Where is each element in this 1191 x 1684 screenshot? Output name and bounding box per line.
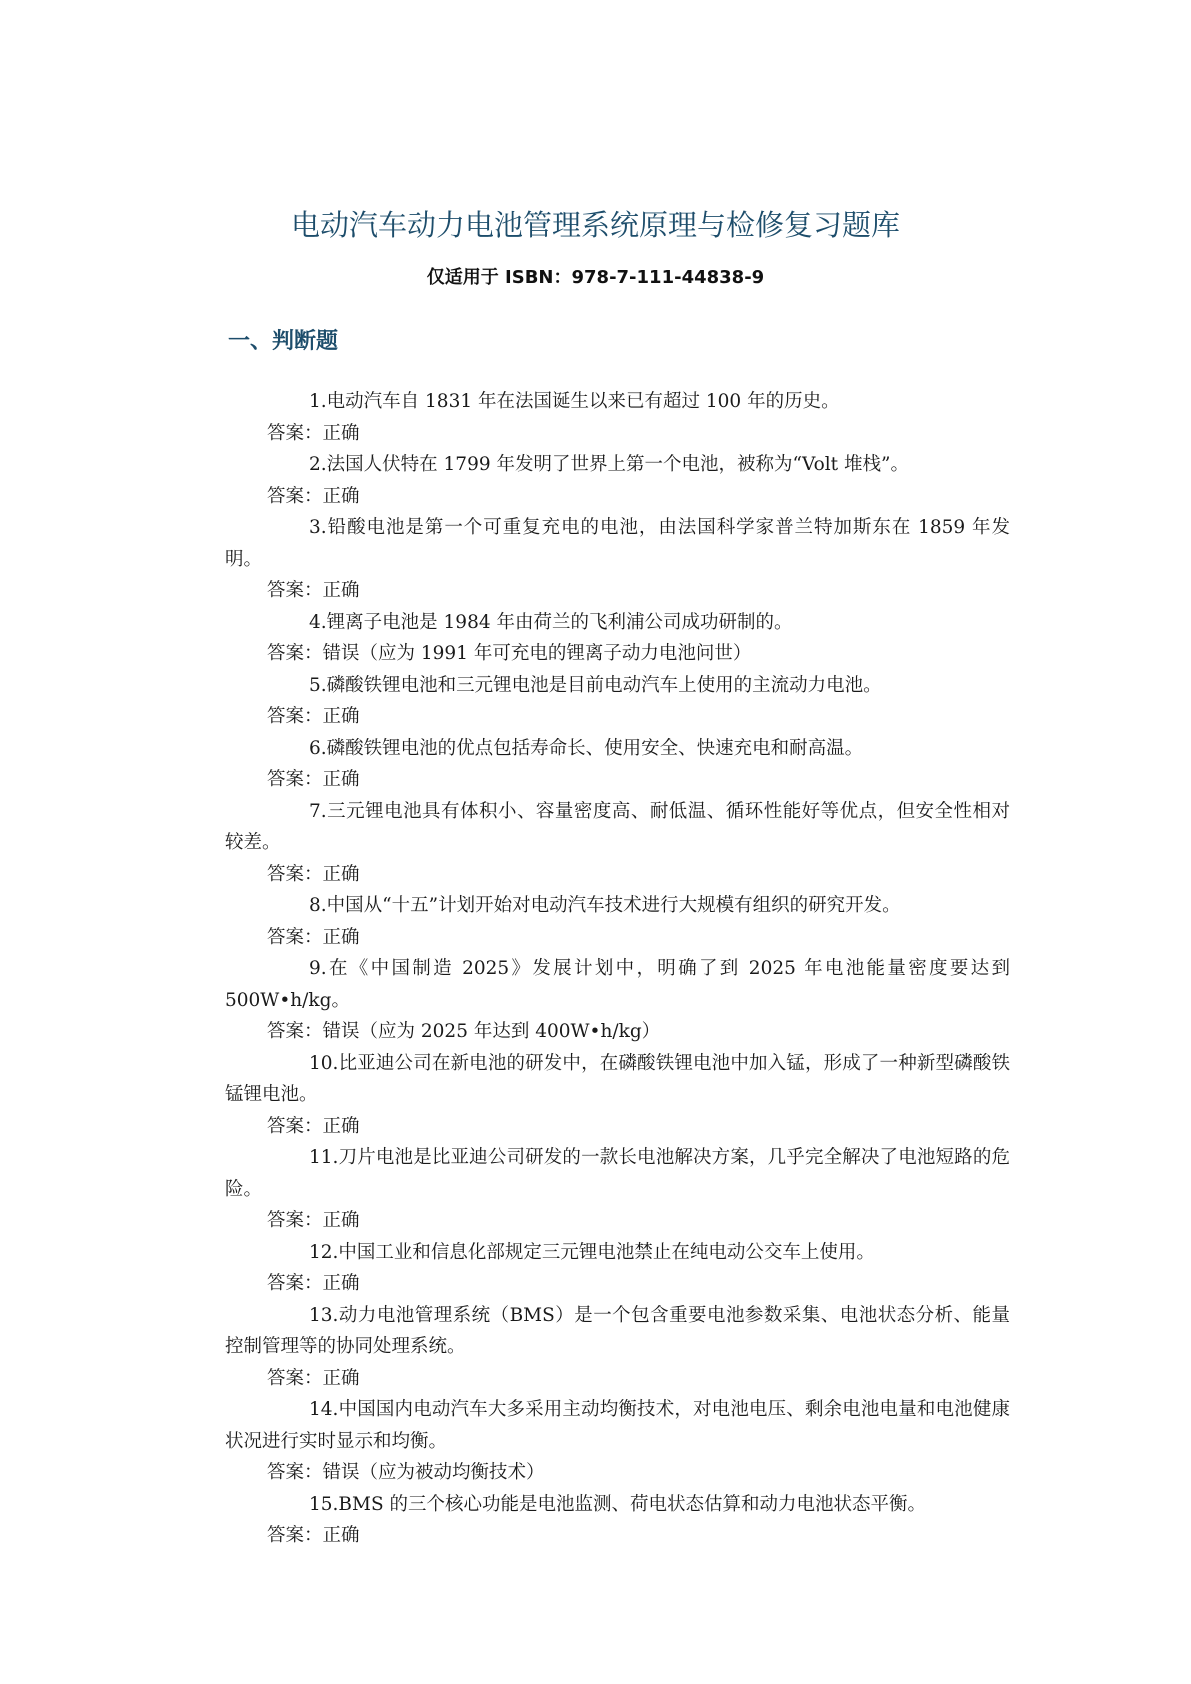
question-item bbox=[225, 607, 1010, 670]
question-text bbox=[225, 1394, 1010, 1457]
question-number: 3. bbox=[309, 517, 327, 538]
question-body: 中国工业和信息化部规定三元锂电池禁止在纯电动公交车上使用。 bbox=[338, 1241, 875, 1263]
answer-text: 答案：正确 bbox=[267, 1525, 360, 1546]
question-number: 6. bbox=[309, 737, 327, 759]
question-text bbox=[225, 670, 1010, 702]
question-body: 三元锂电池具有体积小、容量密度高、耐低温、循环性能好等优点，但安全性相对较差。 bbox=[225, 800, 1010, 853]
question-item bbox=[225, 796, 1010, 891]
question-body: 磷酸铁锂电池和三元锂电池是目前电动汽车上使用的主流动力电池。 bbox=[326, 674, 882, 696]
answer-text: 答案：正确 bbox=[267, 1367, 360, 1389]
question-number: 1. bbox=[309, 391, 327, 412]
answer-text: 答案：正确 bbox=[267, 863, 360, 885]
answer-text: 答案：正确 bbox=[267, 1273, 360, 1294]
question-item bbox=[225, 733, 1010, 796]
question-text bbox=[225, 1300, 1010, 1363]
question-body: 铅酸电池是第一个可重复充电的电池，由法国科学家普兰特加斯东在 1859 年发明。 bbox=[225, 517, 1010, 570]
question-text bbox=[225, 890, 1010, 922]
answer-text: 答案：错误（应为 2025 年达到 400W•h/kg） bbox=[267, 1021, 661, 1042]
question-number: 4. bbox=[309, 611, 327, 633]
question-item bbox=[225, 1489, 1010, 1552]
question-item bbox=[225, 1048, 1010, 1143]
question-item bbox=[225, 512, 1010, 607]
section-heading-true-false: 一、判断题 bbox=[228, 329, 339, 354]
question-text bbox=[225, 733, 1010, 765]
question-text bbox=[225, 796, 1010, 859]
question-item bbox=[225, 1237, 1010, 1300]
answer-text: 答案：正确 bbox=[267, 580, 360, 601]
question-text bbox=[225, 953, 1010, 1016]
answer-text: 答案：正确 bbox=[267, 706, 360, 727]
question-text bbox=[225, 1142, 1010, 1205]
question-body: 磷酸铁锂电池的优点包括寿命长、使用安全、快速充电和耐高温。 bbox=[326, 737, 864, 759]
question-text bbox=[225, 1048, 1010, 1111]
question-text bbox=[225, 607, 1010, 639]
question-item bbox=[225, 670, 1010, 733]
question-item bbox=[225, 1142, 1010, 1237]
question-number: 5. bbox=[309, 674, 327, 696]
question-number: 7. bbox=[309, 800, 327, 822]
question-body: BMS 的三个核心功能是电池监测、荷电状态估算和动力电池状态平衡。 bbox=[338, 1493, 927, 1515]
question-body: 在《中国制造 2025》发展计划中，明确了到 2025 年电池能量密度要达到 500W•h/kg。 bbox=[225, 958, 1010, 1011]
answer-text: 答案：正确 bbox=[267, 1115, 360, 1137]
question-body: 中国从“十五”计划开始对电动汽车技术进行大规模有组织的研究开发。 bbox=[326, 895, 901, 916]
question-body: 法国人伏特在 1799 年发明了世界上第一个电池，被称为“Volt 堆栈”。 bbox=[326, 454, 909, 475]
question-body: 刀片电池是比亚迪公司研发的一款长电池解决方案，几乎完全解决了电池短路的危险。 bbox=[225, 1147, 1010, 1200]
answer-text: 答案：正确 bbox=[267, 926, 360, 948]
answer-text: 答案：错误（应为 1991 年可充电的锂离子动力电池问世） bbox=[267, 643, 752, 664]
question-body: 中国国内电动汽车大多采用主动均衡技术，对电池电压、剩余电池电量和电池健康状况进行实时显示和均衡。 bbox=[225, 1399, 1010, 1452]
answer-text: 答案：正确 bbox=[267, 1210, 360, 1231]
isbn-subtitle: 仅适用于 ISBN：978-7-111-44838-9 bbox=[426, 267, 765, 288]
question-number: 11. bbox=[309, 1147, 339, 1168]
question-item bbox=[225, 953, 1010, 1048]
question-text bbox=[225, 386, 1010, 418]
question-text bbox=[225, 449, 1010, 481]
question-number: 8. bbox=[309, 895, 327, 916]
question-body: 锂离子电池是 1984 年由荷兰的飞利浦公司成功研制的。 bbox=[326, 611, 793, 633]
answer-text: 答案：正确 bbox=[267, 422, 360, 444]
question-number: 14. bbox=[309, 1399, 339, 1420]
question-item bbox=[225, 890, 1010, 953]
question-number: 13. bbox=[309, 1304, 339, 1326]
answer-text: 答案：正确 bbox=[267, 769, 360, 790]
page-title: 电动汽车动力电池管理系统原理与检修复习题库 bbox=[290, 208, 900, 242]
question-item bbox=[225, 1300, 1010, 1395]
question-item bbox=[225, 1394, 1010, 1489]
question-number: 15. bbox=[309, 1493, 339, 1515]
question-number: 10. bbox=[309, 1052, 339, 1074]
question-item bbox=[225, 449, 1010, 512]
answer-text: 答案：正确 bbox=[267, 485, 360, 507]
question-text bbox=[225, 1237, 1010, 1269]
answer-text: 答案：错误（应为被动均衡技术） bbox=[267, 1462, 545, 1483]
question-item bbox=[225, 386, 1010, 449]
question-body: 比亚迪公司在新电池的研发中，在磷酸铁锂电池中加入锰，形成了一种新型磷酸铁锰锂电池。 bbox=[225, 1052, 1010, 1105]
question-number: 9. bbox=[309, 958, 327, 979]
question-number: 2. bbox=[309, 454, 327, 475]
question-text bbox=[225, 1489, 1010, 1521]
question-body: 电动汽车自 1831 年在法国诞生以来已有超过 100 年的历史。 bbox=[326, 391, 840, 412]
question-body: 动力电池管理系统（BMS）是一个包含重要电池参数采集、电池状态分析、能量控制管理等的协同处理系统。 bbox=[225, 1304, 1010, 1357]
question-text bbox=[225, 512, 1010, 575]
question-number: 12. bbox=[309, 1241, 339, 1263]
question-list bbox=[225, 386, 1010, 1552]
